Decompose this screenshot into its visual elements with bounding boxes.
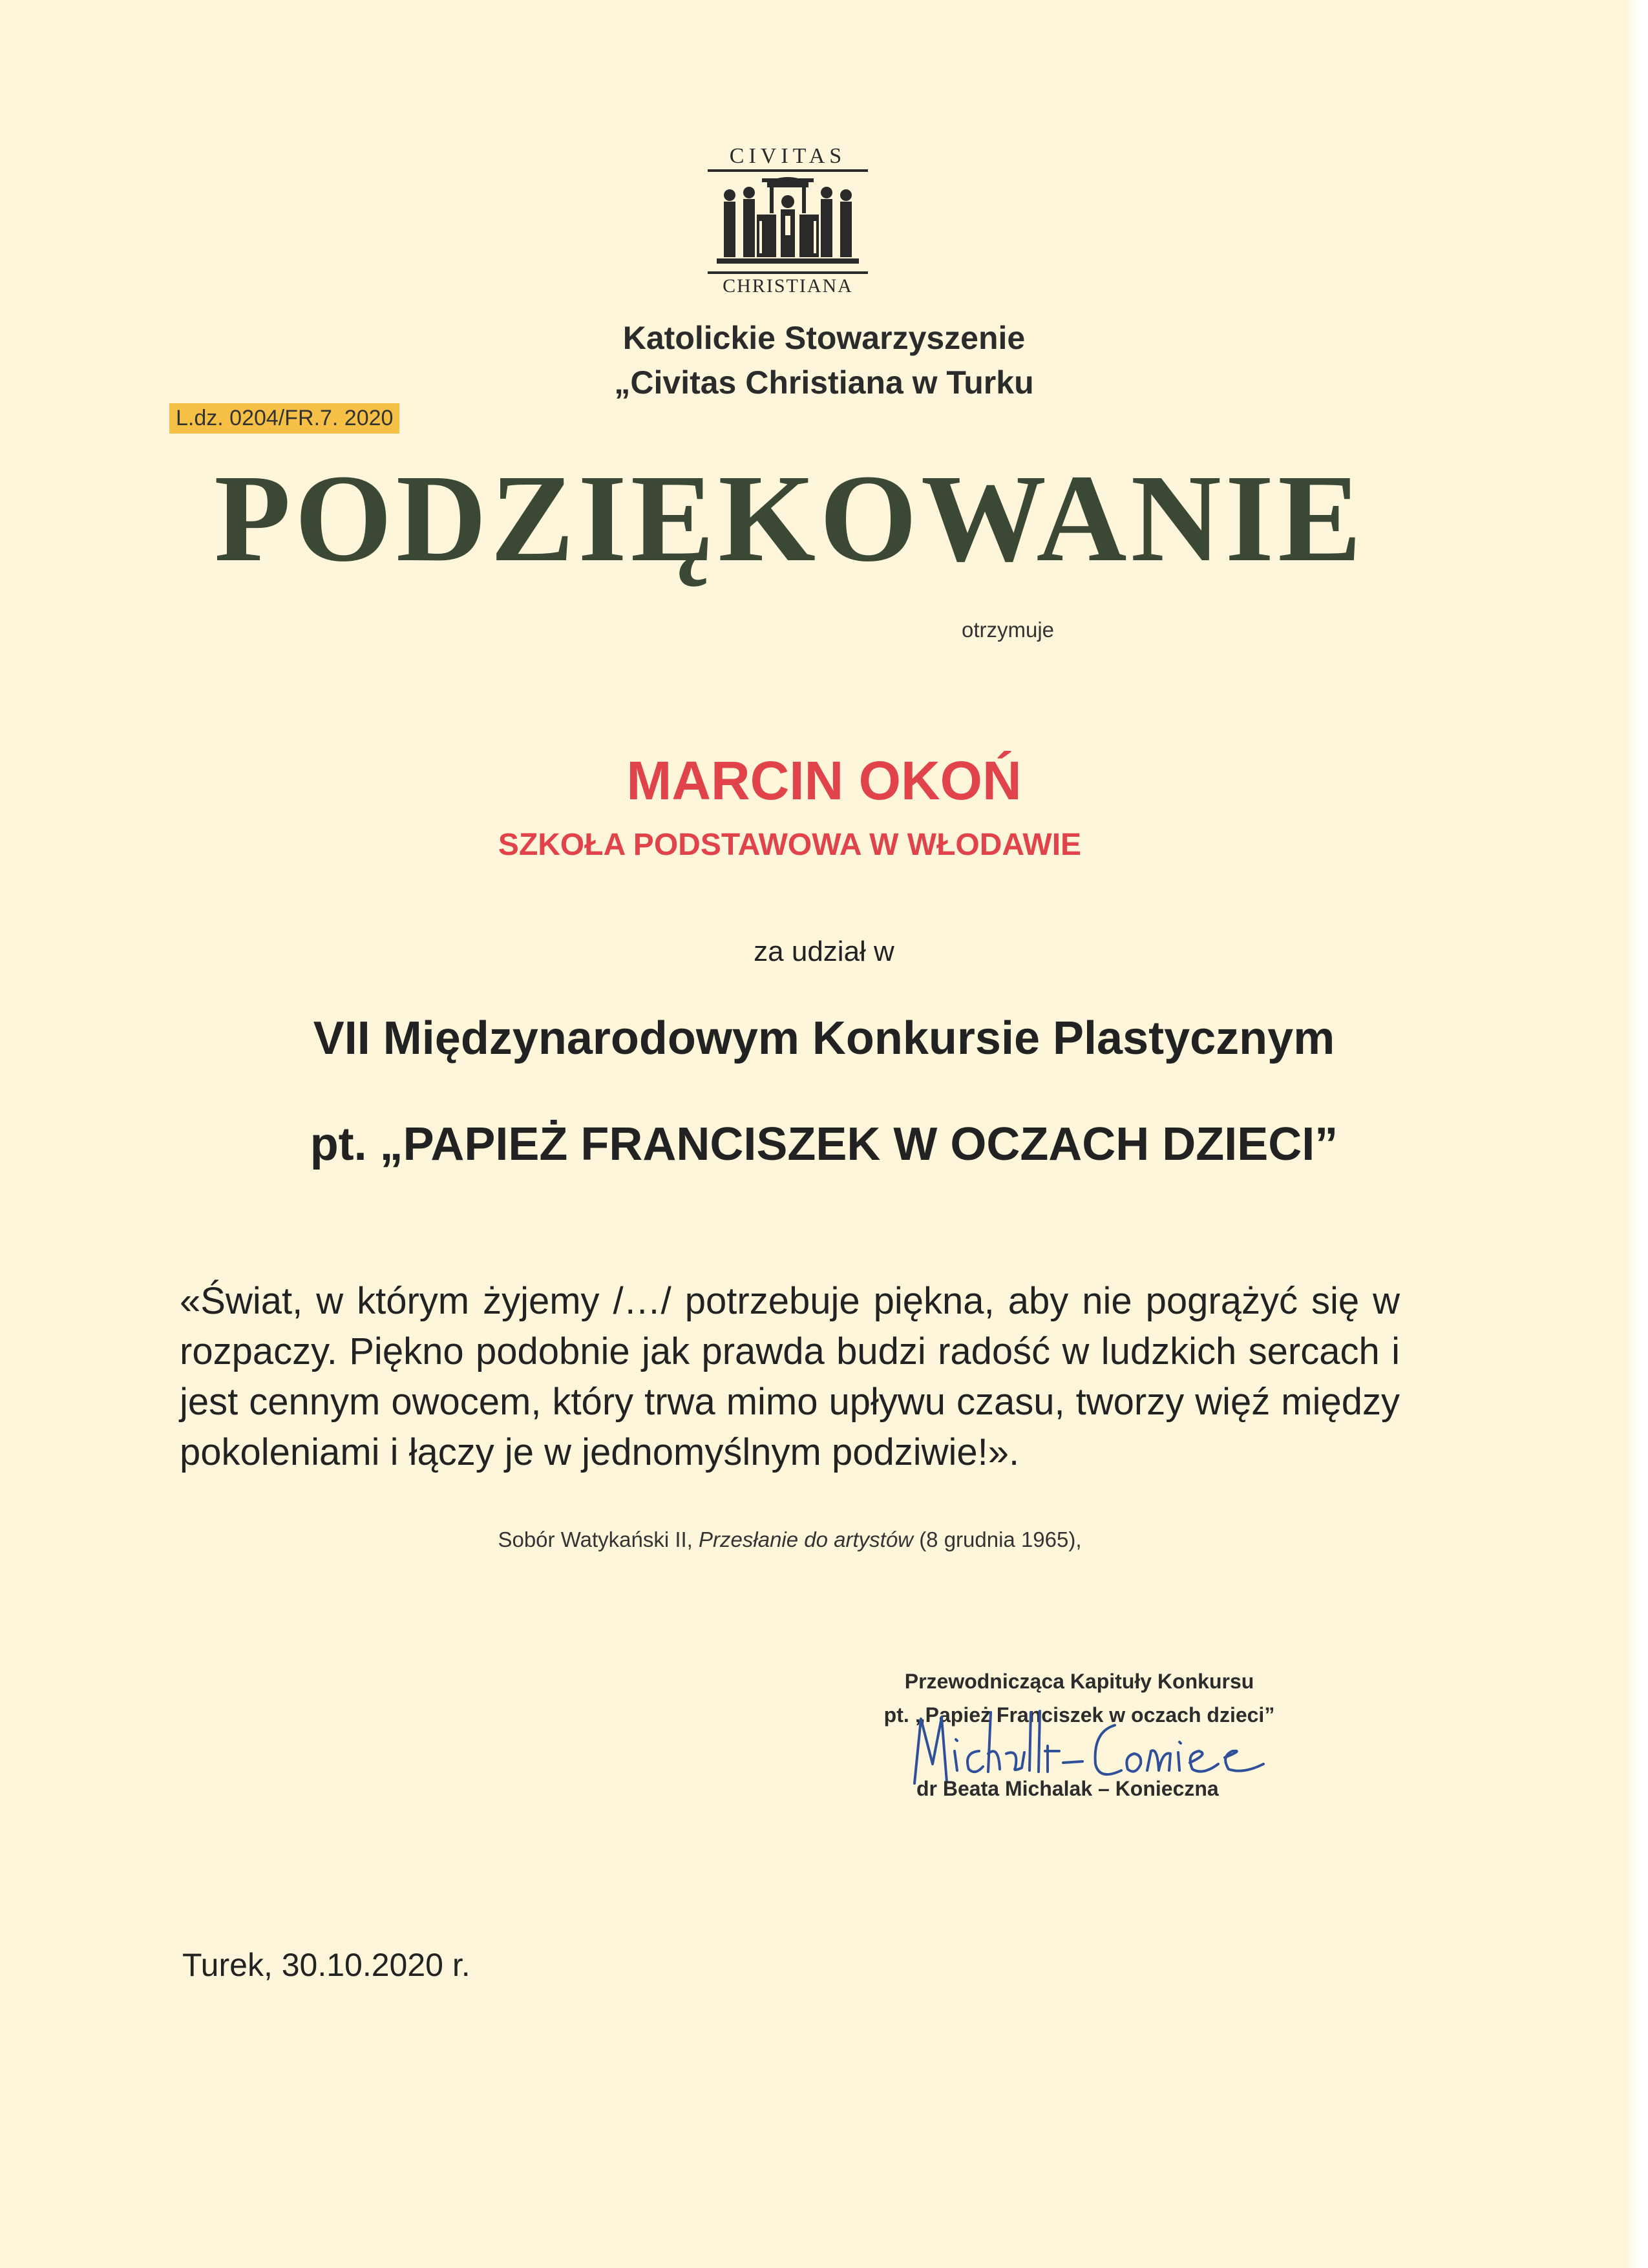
logo-figures-icon [717,176,859,270]
place-and-date: Turek, 30.10.2020 r. [182,1947,470,1983]
organization-line-2: „Civitas Christiana w Turku [614,364,1034,401]
quote-source-work: Przesłanie do artystów [699,1528,914,1551]
certificate-title: PODZIĘKOWANIE [214,448,1366,587]
civitas-christiana-logo [708,143,868,305]
quote-source-author: Sobór Watykański II, [498,1528,693,1551]
contest-name-line-1: VII Międzynarodowym Konkursie Plastycznym [313,1013,1335,1064]
signatory-role-line-1: Przewodnicząca Kapituły Konkursu [904,1670,1254,1693]
signatory-name: dr Beata Michalak – Konieczna [916,1777,1219,1800]
logo-top-text: CIVITAS [708,143,868,172]
logo-bottom-text: CHRISTIANA [708,271,868,299]
contest-name-line-2: pt. „PAPIEŻ FRANCISZEK W OCZACH DZIECI” [310,1118,1338,1170]
recipient-name: MARCIN OKOŃ [626,750,1022,811]
receives-label: otrzymuje [962,618,1055,642]
quote-source-date: (8 grudnia 1965), [919,1528,1082,1551]
reference-number: L.dz. 0204/FR.7. 2020 [169,403,399,434]
quote-source [0,1528,1579,1552]
recipient-school: SZKOŁA PODSTAWOWA W WŁODAWIE [498,828,1082,862]
signatory-role-line-2: pt. „Papież Franciszek w oczach dzieci” [883,1703,1275,1727]
participation-label: za udział w [754,936,894,967]
organization-line-1: Katolickie Stowarzyszenie [622,320,1026,356]
quote-text: «Świat, w którym żyjemy /…/ potrzebuje piękna, aby nie pogrążyć się w rozpaczy. Piękno podobnie jak prawda budzi radość w ludzkich sercach i jest cennym owocem, który trwa mimo upływu czasu, tworzy więź między pokoleniami i łączy je w jednomyślnym podziwie!». [180,1280,1400,1473]
